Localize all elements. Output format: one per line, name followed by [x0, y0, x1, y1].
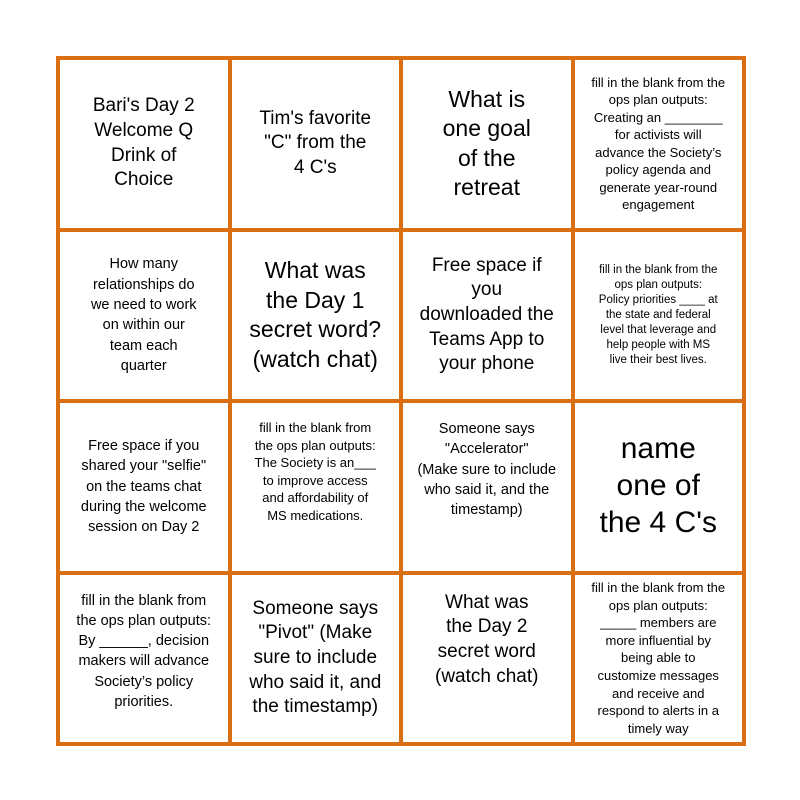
bingo-cell-3[interactable] [403, 60, 571, 228]
cell-text: Free space if you downloaded the Teams App to your phone [419, 254, 554, 375]
cell-text: What was the Day 2 secret word (watch chat) [435, 591, 539, 687]
bingo-board [56, 56, 746, 746]
bingo-cell-16[interactable] [575, 575, 743, 743]
bingo-cell-8[interactable] [575, 232, 743, 400]
cell-text: Someone says "Pivot" (Make sure to include who said it, and the timestamp) [249, 597, 382, 718]
cell-text: How many relationships do we need to work on within our team each quarter [90, 256, 197, 374]
cell-text: Free space if you shared your "selfie" on the teams chat during the welcome session on Day 2 [80, 438, 207, 536]
bingo-cell-11[interactable] [403, 403, 571, 571]
cell-text: Tim's favorite "C" from the 4 C's [259, 107, 372, 179]
bingo-cell-6[interactable] [232, 232, 400, 400]
cell-text: fill in the blank from the ops plan outputs: By ______, decision makers will advance Society’s policy priorities. [76, 592, 212, 710]
cell-text: Someone says "Accelerator" (Make sure to include who said it, and the timestamp) [417, 421, 557, 519]
cell-text: Bari's Day 2 Welcome Q Drink of Choice [92, 95, 195, 191]
bingo-cell-7[interactable] [403, 232, 571, 400]
cell-text: fill in the blank from the ops plan outputs: Creating an ________ for activists will advance the Society’s policy agenda and generate year-round engagement [591, 74, 726, 213]
bingo-cell-4[interactable] [575, 60, 743, 228]
cell-text: What is one goal of the retreat [442, 85, 531, 201]
cell-text: fill in the blank from the ops plan outputs: _____ members are more influential by being able to customize messages and receive and respond to alerts in a timely way [591, 580, 726, 736]
cell-text: fill in the blank from the ops plan outputs: Policy priorities ____ at the state and federal level that leverage and help people with MS live their best lives. [598, 263, 718, 366]
cell-text: name one of the 4 C's [599, 432, 717, 540]
bingo-cell-15[interactable] [403, 575, 571, 743]
bingo-cell-14[interactable] [232, 575, 400, 743]
bingo-cell-1[interactable] [60, 60, 228, 228]
bingo-cell-2[interactable] [232, 60, 400, 228]
cell-text: fill in the blank from the ops plan outputs: The Society is an___ to improve access and affordability of MS medications. [254, 420, 376, 523]
bingo-cell-5[interactable] [60, 232, 228, 400]
bingo-cell-10[interactable] [232, 403, 400, 571]
bingo-cell-13[interactable] [60, 575, 228, 743]
bingo-cell-12[interactable] [575, 403, 743, 571]
cell-text: What was the Day 1 secret word? (watch chat) [249, 257, 382, 372]
bingo-cell-9[interactable] [60, 403, 228, 571]
